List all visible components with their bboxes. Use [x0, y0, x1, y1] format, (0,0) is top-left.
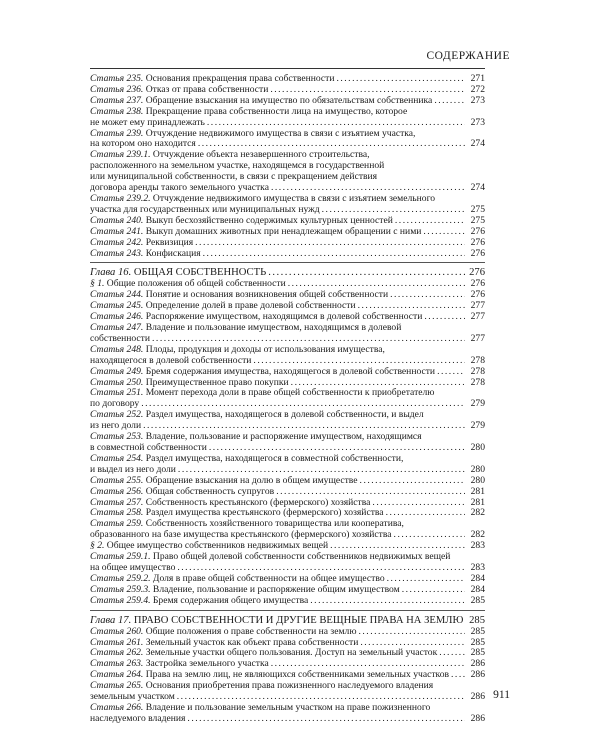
toc-page-number: 278: [465, 378, 485, 389]
toc-entry[interactable]: [90, 596, 485, 607]
toc-label: Статья 264.: [90, 670, 144, 681]
toc-label: Статья 262.: [90, 648, 144, 659]
toc-entry[interactable]: [90, 508, 485, 519]
chapter-rule: [90, 610, 485, 611]
toc-entry[interactable]: [90, 432, 485, 454]
toc-page-number: 286: [465, 714, 485, 725]
toc-title-line: Отчуждение недвижимого имущества в связи с изъятием земельного: [152, 192, 436, 204]
toc-title-line: из него доли: [90, 421, 142, 432]
toc-title-line: или муниципальной собственности, в связи с прекращением действия: [90, 171, 378, 183]
table-of-contents: [90, 74, 485, 725]
toc-entry[interactable]: [90, 74, 485, 85]
toc-title-line: Права на землю лиц, не являющихся собственниками земельных участков: [145, 670, 450, 681]
toc-entry[interactable]: [90, 150, 485, 194]
toc-label: § 1.: [90, 279, 105, 290]
toc-title-line: Земельные участки общего пользования. Доступ на земельный участок: [145, 648, 438, 659]
toc-title-line: Бремя содержания общего имущества: [152, 595, 309, 606]
toc-label: Статья 265.: [90, 680, 144, 692]
toc-title-line: ПРАВО СОБСТВЕННОСТИ И ДРУГИЕ ВЕЩНЫЕ ПРАВА НА ЗЕМЛЮ: [133, 614, 464, 626]
toc-title-line: Общие положения об общей собственности: [106, 279, 286, 290]
toc-page-number: 280: [465, 443, 485, 454]
page-number: 911: [493, 689, 510, 701]
chapter-rule: [90, 262, 485, 263]
toc-page-number: 272: [465, 85, 485, 96]
toc-page-number: 273: [465, 96, 485, 107]
toc-page-number: 277: [465, 312, 485, 323]
toc-title-line: участка для государственных или муниципальных нужд: [90, 204, 320, 215]
toc-label: Статья 240.: [90, 215, 144, 226]
toc-label: Статья 249.: [90, 366, 144, 377]
toc-title-line: Собственность хозяйственного товарищества или кооператива,: [145, 518, 404, 530]
toc-label: Статья 259.4.: [90, 595, 151, 606]
toc-title-line: Раздел имущества крестьянского (фермерского) хозяйства: [145, 508, 384, 519]
toc-page-number: 278: [465, 356, 485, 367]
toc-title-line: по договору: [90, 399, 140, 410]
toc-entry[interactable]: [90, 345, 485, 367]
toc-label: Статья 239.1.: [90, 149, 151, 161]
toc-title-line: и выдел из него доли: [90, 464, 176, 475]
toc-page-number: 284: [465, 574, 485, 585]
toc-title-line: Общее имущество собственников недвижимых вещей: [106, 541, 329, 552]
toc-page-number: 285: [465, 638, 485, 649]
toc-title-line: Владение и пользование имуществом, находящимся в долевой: [145, 322, 402, 334]
toc-entry[interactable]: [90, 627, 485, 638]
toc-label: Статья 259.: [90, 518, 144, 530]
toc-page-number: 276: [465, 238, 485, 249]
toc-entry[interactable]: [90, 670, 485, 681]
toc-page-number: 274: [465, 139, 485, 150]
toc-entry[interactable]: [90, 498, 485, 509]
toc-label: Статья 256.: [90, 486, 144, 497]
toc-title-line: Основания прекращения права собственности: [145, 74, 335, 84]
toc-title-line: Понятие и основания возникновения общей собственности: [145, 290, 389, 301]
toc-entry[interactable]: [90, 574, 485, 585]
toc-page-number: 279: [465, 399, 485, 410]
toc-entry[interactable]: [90, 227, 485, 238]
toc-page-number: 285: [465, 615, 485, 627]
toc-title-line: Выкуп бесхозяйственно содержимых культурных ценностей: [145, 215, 393, 226]
toc-entry[interactable]: [90, 238, 485, 249]
toc-title-line: Выкуп домашних животных при ненадлежащем обращении с ними: [145, 226, 422, 237]
toc-entry[interactable]: [90, 96, 485, 107]
toc-label: Статья 236.: [90, 84, 144, 95]
toc-label: Статья 242.: [90, 237, 144, 248]
toc-entry[interactable]: [90, 216, 485, 227]
toc-label: Статья 245.: [90, 301, 144, 312]
toc-entry[interactable]: [90, 476, 485, 487]
toc-entry[interactable]: [90, 323, 485, 345]
toc-title-line: Конфискация: [145, 248, 201, 259]
toc-title-line: в совместной собственности: [90, 443, 207, 453]
toc-label: Статья 251.: [90, 387, 144, 399]
toc-page-number: 277: [465, 301, 485, 312]
toc-title-line: на котором оно находится: [90, 139, 196, 150]
toc-title-line: Реквизиция: [145, 237, 194, 248]
toc-entry[interactable]: [90, 129, 485, 151]
toc-entry[interactable]: [90, 367, 485, 378]
toc-label: Статья 259.2.: [90, 573, 151, 584]
toc-entry[interactable]: [90, 703, 485, 725]
toc-page-number: 286: [465, 692, 485, 703]
toc-chapter[interactable]: [90, 615, 485, 627]
toc-title-line: Момент перехода доли в праве общей собственности к приобретателю: [145, 387, 435, 399]
toc-entry[interactable]: [90, 249, 485, 260]
toc-title-line: Прекращение права собственности лица на имущество, которое: [145, 105, 408, 117]
toc-title-line: Основания приобретения права пожизненного наследуемого владения: [145, 680, 434, 692]
toc-entry[interactable]: [90, 681, 485, 703]
toc-title-line: собственности: [90, 333, 151, 344]
toc-label: Статья 237.: [90, 95, 144, 106]
toc-entry[interactable]: [90, 454, 485, 476]
toc-page-number: 276: [465, 249, 485, 260]
toc-label: Статья 255.: [90, 475, 144, 486]
toc-page-number: 286: [465, 670, 485, 681]
header-rule: [90, 68, 485, 69]
toc-title-line: Раздел имущества, находящегося в долевой собственности, и выдел: [145, 409, 424, 421]
toc-label: Статья 246.: [90, 312, 144, 323]
toc-label: Статья 259.1.: [90, 551, 151, 563]
toc-title-line: Доля в праве общей собственности на общее имущество: [152, 573, 385, 584]
toc-page-number: 286: [465, 659, 485, 670]
toc-page-number: 275: [465, 216, 485, 227]
toc-label: Статья 250.: [90, 377, 144, 388]
toc-title-line: наследуемого владения: [90, 713, 186, 724]
toc-page-number: 281: [465, 487, 485, 498]
toc-title-line: Собственность крестьянского (фермерского) хозяйства: [145, 497, 371, 508]
toc-page-number: 283: [465, 563, 485, 574]
toc-page-number: 285: [465, 648, 485, 659]
toc-chapter[interactable]: [90, 267, 485, 279]
toc-page-number: 276: [465, 227, 485, 238]
toc-page-number: 275: [465, 205, 485, 216]
toc-title-line: находящегося в долевой собственности: [90, 355, 252, 366]
toc-label: Статья 266.: [90, 701, 144, 713]
toc-title-line: расположенного на земельном участке, находящемся в государственной: [90, 160, 385, 172]
toc-title-line: Распоряжение имуществом, находящимся в долевой собственности: [145, 312, 423, 323]
toc-entry[interactable]: [90, 648, 485, 659]
toc-title-line: Владение, пользование и распоряжение имуществом, находящимся: [145, 431, 422, 443]
toc-label: Статья 258.: [90, 508, 144, 519]
toc-entry[interactable]: [90, 659, 485, 670]
toc-title-line: Владение, пользование и распоряжение общим имуществом: [152, 584, 400, 595]
toc-label: Статья 252.: [90, 409, 144, 421]
toc-page-number: 276: [465, 267, 485, 279]
toc-label: Статья 259.3.: [90, 584, 151, 595]
toc-page-number: 278: [465, 367, 485, 378]
toc-page-number: 280: [465, 465, 485, 476]
toc-title-line: Владение и пользование земельным участком на праве пожизненного: [145, 701, 431, 713]
toc-title-line: договора аренды такого земельного участка: [90, 183, 269, 194]
toc-entry[interactable]: [90, 378, 485, 389]
toc-page-number: 276: [465, 279, 485, 290]
toc-title-line: Обращение взыскания на имущество по обязательствам собственника: [145, 95, 433, 106]
toc-label: § 2.: [90, 541, 105, 552]
toc-title-line: Застройка земельного участка: [145, 659, 269, 670]
toc-page-number: 283: [465, 541, 485, 552]
toc-page-number: 273: [465, 118, 485, 129]
toc-title-line: Общие положения о праве собственности на землю: [145, 626, 357, 637]
toc-entry[interactable]: [90, 290, 485, 301]
toc-label: Статья 244.: [90, 290, 144, 301]
toc-entry[interactable]: [90, 85, 485, 96]
toc-label: Глава 17.: [90, 614, 132, 626]
toc-page-number: 276: [465, 290, 485, 301]
toc-title-line: Обращение взыскания на долю в общем имуществе: [145, 475, 358, 486]
toc-label: Глава 16.: [90, 267, 132, 279]
toc-title-line: Право общей долевой собственности собственников недвижимых вещей: [152, 551, 451, 563]
toc-page-number: 280: [465, 476, 485, 487]
toc-title-line: на общее имущество: [90, 562, 176, 573]
toc-title-line: образованного на базе имущества крестьянского (фермерского) хозяйства: [90, 530, 392, 541]
toc-title-line: Отчуждение недвижимого имущества в связи с изъятием участка,: [145, 127, 416, 139]
toc-entry[interactable]: [90, 638, 485, 649]
toc-page-number: 282: [465, 530, 485, 541]
toc-title-line: Раздел имущества, находящегося в совместной собственности,: [145, 452, 404, 464]
toc-page-number: 282: [465, 508, 485, 519]
toc-title-line: Общая собственность супругов: [145, 486, 275, 497]
toc-entry[interactable]: [90, 487, 485, 498]
toc-label: Статья 261.: [90, 637, 144, 648]
toc-title-line: Преимущественное право покупки: [145, 377, 289, 388]
toc-title-line: Плоды, продукция и доходы от использования имущества,: [145, 343, 385, 355]
toc-label: Статья 263.: [90, 659, 144, 670]
toc-entry[interactable]: [90, 388, 485, 410]
toc-label: Статья 253.: [90, 431, 144, 443]
toc-page-number: 281: [465, 498, 485, 509]
toc-label: Статья 239.: [90, 127, 144, 139]
toc-label: Статья 238.: [90, 105, 144, 117]
toc-entry[interactable]: [90, 279, 485, 290]
toc-entry[interactable]: [90, 107, 485, 129]
toc-entry[interactable]: [90, 519, 485, 541]
toc-title-line: Земельный участок как объект права собственности: [145, 637, 359, 648]
toc-title-line: Отчуждение объекта незавершенного строительства,: [152, 149, 370, 161]
toc-title-line: Отказ от права собственности: [145, 84, 269, 95]
toc-page-number: 279: [465, 421, 485, 432]
toc-title-line: не может ему принадлежать: [90, 117, 205, 128]
toc-label: Статья 243.: [90, 248, 144, 259]
toc-page-number: 277: [465, 334, 485, 345]
toc-page-number: 274: [465, 183, 485, 194]
toc-title-line: Бремя содержания имущества, находящегося в долевой собственности: [145, 366, 436, 377]
toc-label: Статья 260.: [90, 626, 144, 637]
toc-entry[interactable]: [90, 312, 485, 323]
toc-title-line: ОБЩАЯ СОБСТВЕННОСТЬ: [133, 267, 267, 279]
toc-page-number: 284: [465, 585, 485, 596]
toc-entry[interactable]: [90, 541, 485, 552]
toc-title-line: Определение долей в праве долевой собственности: [145, 301, 356, 312]
toc-label: Статья 247.: [90, 322, 144, 334]
toc-page-number: 271: [465, 74, 485, 85]
toc-label: Статья 241.: [90, 226, 144, 237]
toc-label: Статья 257.: [90, 497, 144, 508]
toc-page-number: 285: [465, 627, 485, 638]
toc-label: Статья 254.: [90, 452, 144, 464]
toc-entry[interactable]: [90, 194, 485, 216]
toc-label: Статья 239.2.: [90, 192, 151, 204]
toc-entry[interactable]: [90, 552, 485, 574]
toc-label: Статья 248.: [90, 343, 144, 355]
page-header: СОДЕРЖАНИЕ: [426, 50, 510, 62]
toc-entry[interactable]: [90, 585, 485, 596]
toc-entry[interactable]: [90, 410, 485, 432]
toc-entry[interactable]: [90, 301, 485, 312]
toc-page-number: 285: [465, 596, 485, 607]
toc-label: Статья 235.: [90, 74, 144, 84]
toc-title-line: земельным участком: [90, 692, 175, 703]
